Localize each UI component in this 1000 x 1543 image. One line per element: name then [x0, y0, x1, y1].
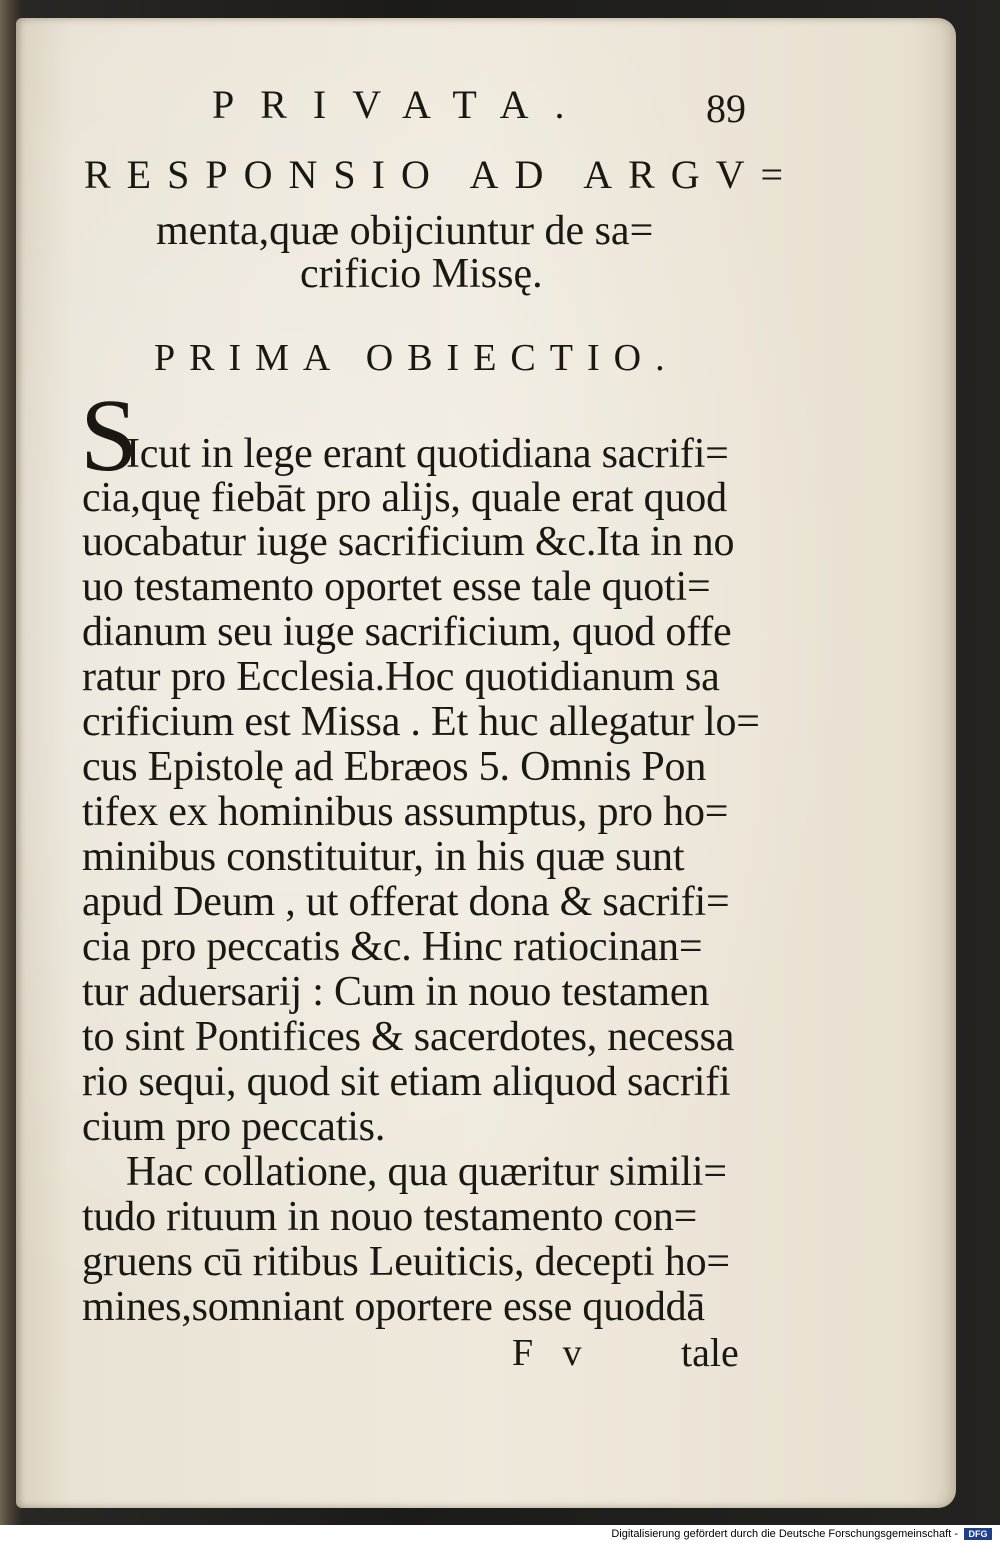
signature-mark: F v: [512, 1332, 592, 1374]
body-line: crificium est Missa . Et huc allegatur lo=: [82, 699, 760, 745]
body-line: mines,somniant oportere esse quoddā: [82, 1284, 705, 1330]
body-line: Hac collatione, qua quæritur simili=: [126, 1149, 727, 1195]
title-line-3: crificio Missę.: [300, 251, 543, 297]
body-line: uo testamento oportet esse tale quoti=: [82, 564, 711, 610]
body-line: tifex ex hominibus assumptus, pro ho=: [82, 789, 729, 835]
body-line: uocabatur iuge sacrificium &c.Ita in no: [82, 519, 735, 565]
body-line: cia,quę fiebāt pro alijs, quale erat quod: [82, 475, 727, 521]
body-line: cia pro peccatis &c. Hinc ratiocinan=: [82, 924, 703, 970]
body-line: tudo rituum in nouo testamento con=: [82, 1194, 698, 1240]
body-line: ratur pro Ecclesia.Hoc quotidianum sa: [82, 654, 720, 700]
dfg-credit-text: Digitalisierung gefördert durch die Deutsche Forschungsgemeinschaft -: [611, 1528, 958, 1540]
page-number: 89: [706, 86, 746, 131]
running-head: PRIVATA.: [212, 82, 591, 127]
drop-cap-initial: S: [80, 378, 138, 493]
catchword: tale: [681, 1330, 739, 1375]
title-line-1: RESPONSIO AD ARGV=: [84, 152, 800, 197]
body-line: tur aduersarij : Cum in nouo testamen: [82, 969, 710, 1015]
body-line: gruens cū ritibus Leuiticis, decepti ho=: [82, 1239, 730, 1285]
body-line: cium pro peccatis.: [82, 1104, 386, 1150]
body-line: cus Epistolę ad Ebræos 5. Omnis Pon: [82, 744, 707, 790]
body-line: apud Deum , ut offerat dona & sacrifi=: [82, 879, 730, 925]
section-subheading: PRIMA OBIECTIO.: [154, 337, 679, 379]
title-line-2: menta,quæ obijciuntur de sa=: [156, 208, 654, 254]
body-line: to sint Pontifices & sacerdotes, necessa: [82, 1014, 735, 1060]
dfg-logo-icon: DFG: [964, 1528, 992, 1540]
body-line: dianum seu iuge sacrificium, quod offe: [82, 609, 732, 655]
body-line: rio sequi, quod sit etiam aliquod sacrifi: [82, 1059, 731, 1105]
body-line: minibus constituitur, in his quæ sunt: [82, 834, 685, 880]
body-line: Icut in lege erant quotidiana sacrifi=: [126, 431, 729, 477]
